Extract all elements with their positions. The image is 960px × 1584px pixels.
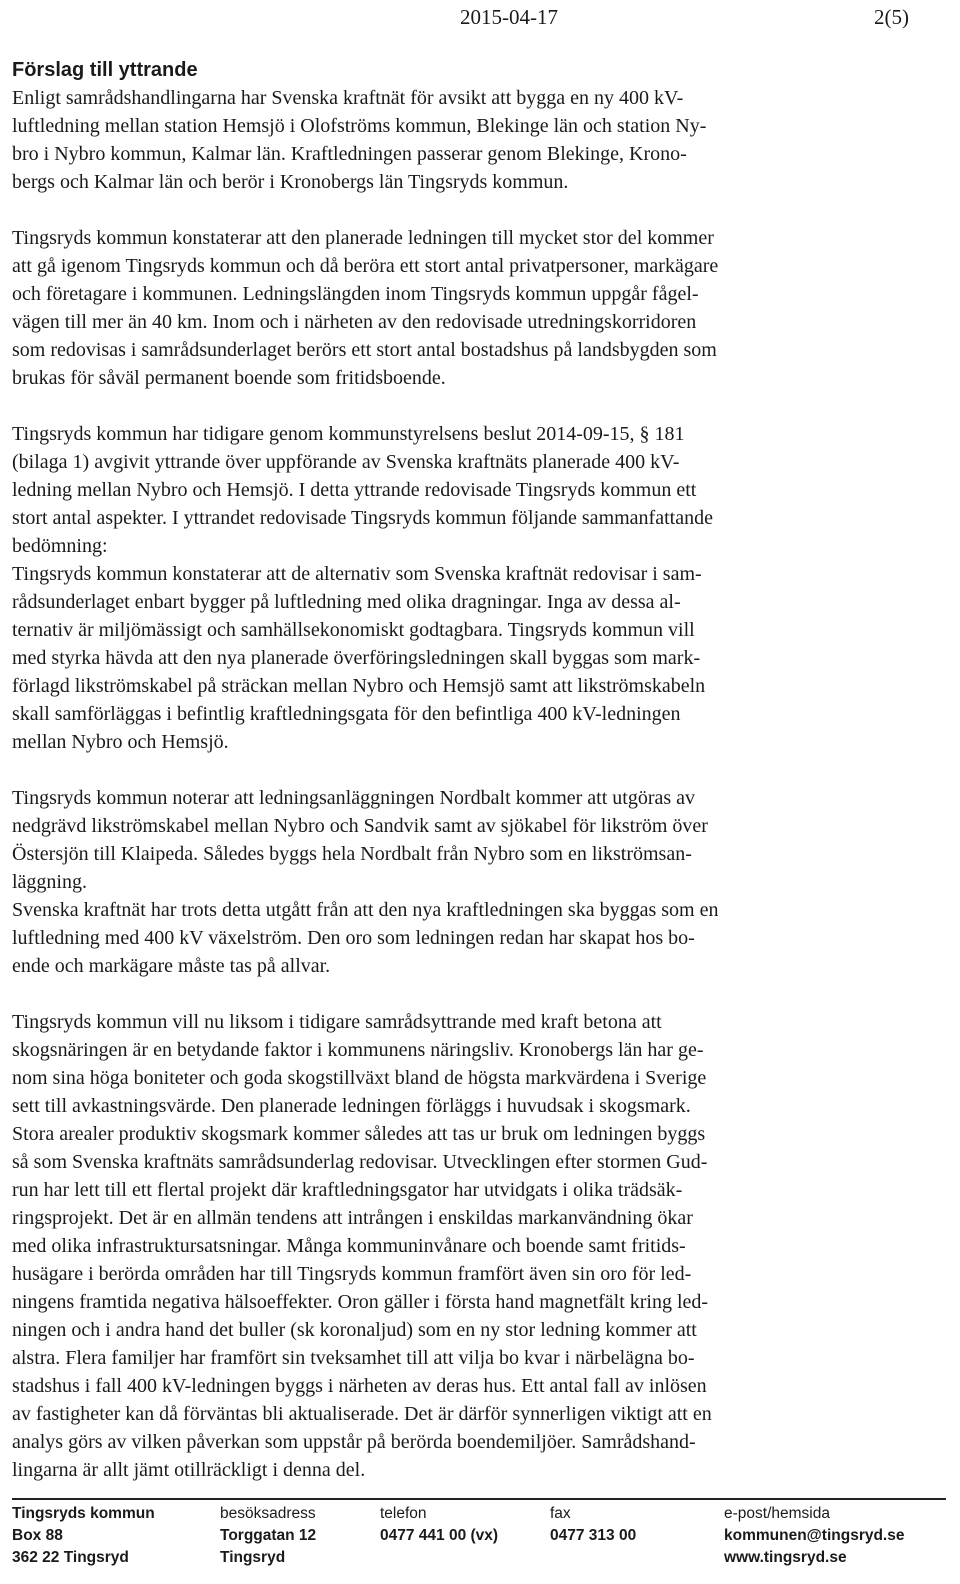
- footer-visit-street: Torggatan 12: [220, 1527, 317, 1544]
- footer-phone: [380, 1503, 498, 1547]
- footer-website-link[interactable]: www.tingsryd.se: [724, 1549, 847, 1566]
- footer-visit: [220, 1503, 316, 1569]
- section-heading: Förslag till yttrande: [12, 59, 198, 81]
- footer-web-label: e-post/hemsida: [724, 1505, 830, 1522]
- document-body: [12, 56, 894, 1484]
- page-number: 2(5): [874, 5, 909, 29]
- footer-email-link[interactable]: kommunen@tingsryd.se: [724, 1527, 905, 1544]
- footer-fax: [550, 1503, 636, 1547]
- footer-org-postal: 362 22 Tingsryd: [12, 1549, 129, 1566]
- paragraph-impact: Tingsryds kommun konstaterar att den planerade ledningen till mycket stor del kommer att gå igenom Tingsryds kommun och då beröra ett stort antal privatpersoner, markägare och företagare i kommunen. Ledningslängden inom Tingsryds kommun uppgår fågel- vägen till mer än 40 km. Inom och i närheten av den redovisade utredningskorridoren som redovisas i samrådsunderlaget berörs ett stort antal bostadshus på landsbygden som brukas för såväl permanent boende som fritidsboende.: [12, 227, 719, 389]
- footer-visit-city: Tingsryd: [220, 1549, 286, 1566]
- footer-org-name: Tingsryds kommun: [12, 1505, 155, 1522]
- paragraph-intro: Enligt samrådshandlingarna har Svenska kraftnät för avsikt att bygga en ny 400 kV- luftledning mellan station Hemsjö i Olofströms kommun, Blekinge län och station Ny- bro i Nybro kommun, Kalmar län. Kraftledningen passerar genom Blekinge, Krono- bergs och Kalmar län och berör i Kronobergs län Tingsryds kommun.: [12, 87, 707, 193]
- footer-divider: [12, 1498, 946, 1500]
- footer-org: [12, 1503, 155, 1569]
- footer-web: [724, 1503, 904, 1569]
- footer-visit-label: besöksadress: [220, 1505, 316, 1522]
- footer-fax-label: fax: [550, 1505, 571, 1522]
- footer-phone-value: 0477 441 00 (vx): [380, 1527, 499, 1544]
- paragraph-forestry: Tingsryds kommun vill nu liksom i tidigare samrådsyttrande med kraft betona att skogsnäringen är en betydande faktor i kommunens näringsliv. Kronobergs län har ge- nom sina höga boniteter och goda skogstillväxt bland de högsta markvärdena i Sverige sett till avkastningsvärde. Den planerade ledningen förläggs i huvudsak i skogsmark. Stora arealer produktiv skogsmark kommer således att tas ur bruk om ledningen byggs så som Svenska kraftnäts samrådsunderlag redovisar. Utvecklingen efter stormen Gud- run har lett till ett flertal projekt där kraftledningsgator har utvidgats i olika trädsäk- ringsprojekt. Det är en allmän tendens att intrången i enskildas markanvändning ökar med olika infrastruktursatsningar. Många kommuninvånare och boende samt fritids- husägare i berörda områden har till Tingsryds kommun framfört även sin oro för led- ningens framtida negativa hälsoeffekter. Oron gäller i första hand magnetfält kring led- ningen och i andra hand det buller (sk koronaljud) som en ny stor ledning kommer att alstra. Flera familjer har framfört sin tveksamhet till att vilja bo kvar i närbelägna bo- stadshus i fall 400 kV-ledningen byggs i närheten av deras hus. Ett antal fall av inlösen av fastigheter kan då förväntas bli aktualiserade. Det är därför synnerligen viktigt att en analys görs av vilken påverkan som uppstår på berörda boendemiljöer. Samrådshand- lingarna är allt jämt otillräckligt i denna del.: [12, 1011, 712, 1481]
- document-date: 2015-04-17: [460, 5, 558, 29]
- footer-org-box: Box 88: [12, 1527, 63, 1544]
- paragraph-previous-statement: Tingsryds kommun har tidigare genom kommunstyrelsens beslut 2014-09-15, § 181 (bilaga 1) avgivit yttrande över uppförande av Svenska kraftnäts planerade 400 kV- ledning mellan Nybro och Hemsjö. I detta yttrande redovisade Tingsryds kommun ett stort antal aspekter. I yttrandet redovisade Tingsryds kommun följande sammanfattande bedömning: Tingsryds kommun konstaterar att de alternativ som Svenska kraftnät redovisar i sam- rådsunderlaget enbart bygger på luftledning med olika dragningar. Inga av dessa al- ternativ är miljömässigt och samhällsekonomiskt godtagbara. Tingsryds kommun vill med styrka hävda att den nya planerade överföringsledningen skall byggas som mark- förlagd likströmskabel på sträckan mellan Nybro och Hemsjö samt att likströmskabeln skall samförläggas i befintlig kraftledningsgata för den befintliga 400 kV-ledningen mellan Nybro och Hemsjö.: [12, 423, 713, 753]
- paragraph-nordbalt: Tingsryds kommun noterar att ledningsanläggningen Nordbalt kommer att utgöras av nedgrävd likströmskabel mellan Nybro och Sandvik samt av sjökabel för likström över Östersjön till Klaipeda. Således byggs hela Nordbalt från Nybro som en likströmsan- läggning. Svenska kraftnät har trots detta utgått från att den nya kraftledningen ska byggas som en luftledning med 400 kV växelström. Den oro som ledningen redan har skapat hos bo- ende och markägare måste tas på allvar.: [12, 787, 719, 977]
- footer-phone-label: telefon: [380, 1505, 427, 1522]
- footer-fax-value: 0477 313 00: [550, 1527, 637, 1544]
